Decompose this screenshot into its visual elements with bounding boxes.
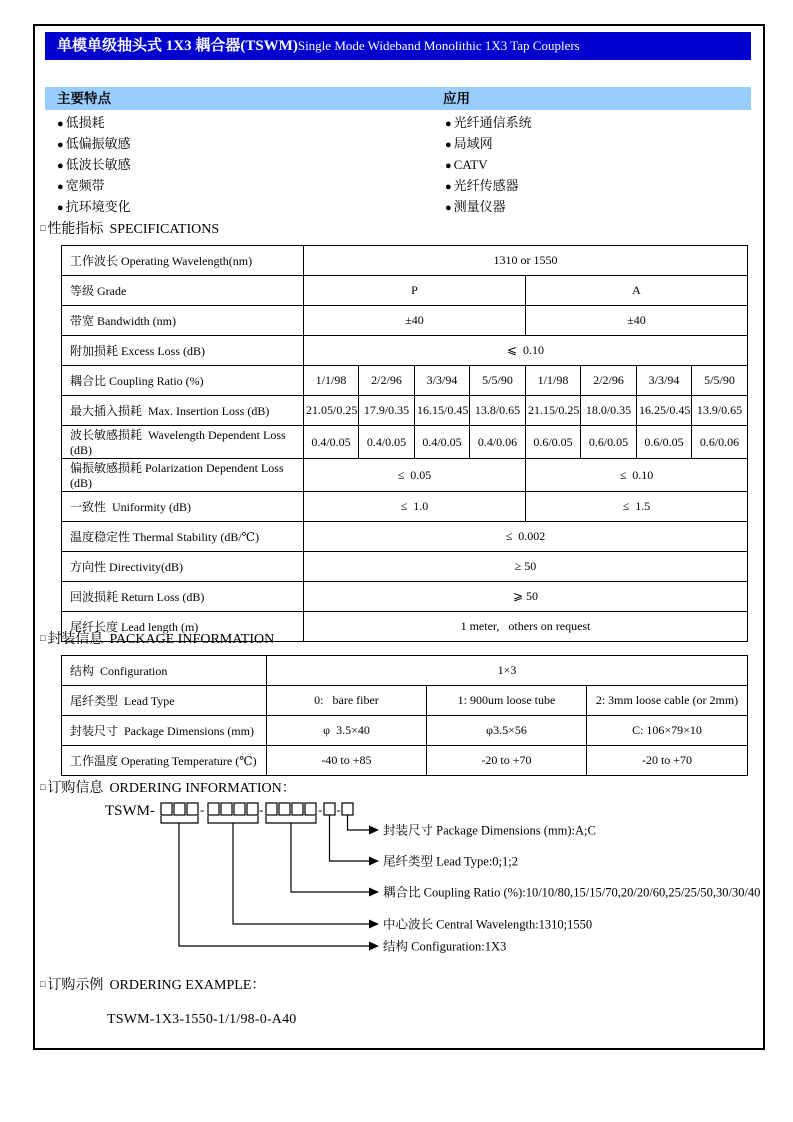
- code-box: [342, 803, 353, 815]
- bullet-icon: ●: [445, 202, 452, 214]
- example-heading: [40, 974, 265, 994]
- application-label: 光纤通信系统: [453, 115, 532, 130]
- list-item: [57, 196, 387, 217]
- spec-cell: 21.05/0.25: [304, 396, 359, 426]
- spec-cell: 1/1/98: [526, 366, 581, 396]
- table-row: [62, 396, 748, 426]
- spec-cell: 0.6/0.05: [637, 426, 692, 459]
- bullet-icon: ●: [57, 139, 64, 151]
- spec-row-label: 尾纤长度 Lead length (m): [62, 612, 304, 642]
- heading-en: SPECIFICATIONS: [109, 222, 220, 237]
- pkg-cell: 1×3: [267, 656, 748, 686]
- table-row: [62, 552, 748, 582]
- code-box: [266, 803, 277, 815]
- spec-row-label: 等级 Grade: [62, 276, 304, 306]
- spec-cell: ≤ 1.5: [526, 492, 748, 522]
- list-item: [57, 154, 387, 175]
- group-bracket: [161, 816, 198, 823]
- code-box: [324, 803, 335, 815]
- heading-zh: 封装信息: [47, 632, 104, 647]
- list-item: [445, 175, 745, 196]
- list-item: [445, 196, 745, 217]
- bullet-icon: ●: [445, 160, 452, 172]
- ordering-label-lead-type: 尾纤类型 Lead Type:0;1;2: [383, 854, 518, 869]
- connector-line: [330, 815, 370, 861]
- arrow-icon: [369, 920, 379, 929]
- spec-row-label: 偏振敏感损耗 Polarization Dependent Loss (dB): [62, 459, 304, 492]
- code-box: [174, 803, 185, 815]
- spec-cell: ⩾ 50: [304, 582, 748, 612]
- ordering-label-package-dimensions: 封装尺寸 Package Dimensions (mm):A;C: [383, 823, 596, 838]
- spec-row-label: 温度稳定性 Thermal Stability (dB/℃): [62, 522, 304, 552]
- spec-row-label: 回波损耗 Return Loss (dB): [62, 582, 304, 612]
- spec-cell: 16.15/0.45: [415, 396, 470, 426]
- spec-cell: 2/2/96: [359, 366, 415, 396]
- spec-cell: ≤ 0.05: [304, 459, 526, 492]
- spec-cell: ≥ 50: [304, 552, 748, 582]
- pkg-cell: -20 to +70: [427, 746, 587, 776]
- code-box: [161, 803, 172, 815]
- spec-cell: 16.25/0.45: [637, 396, 692, 426]
- table-row: [62, 306, 748, 336]
- spec-cell: A: [526, 276, 748, 306]
- code-separator: -: [336, 802, 341, 817]
- square-bullet-icon: □: [40, 633, 46, 643]
- pkg-cell: C: 106×79×10: [587, 716, 748, 746]
- bullet-icon: ●: [445, 118, 452, 130]
- heading-en: PACKAGE INFORMATION: [109, 632, 275, 647]
- group-bracket: [266, 816, 316, 823]
- heading-zh: 订购示例: [47, 978, 104, 993]
- bullet-icon: ●: [445, 139, 452, 151]
- ordering-label-configuration: 结构 Configuration:1X3: [383, 939, 507, 954]
- pkg-cell: -40 to +85: [267, 746, 427, 776]
- feature-label: 抗环境变化: [65, 199, 131, 214]
- table-row: [62, 582, 748, 612]
- feature-label: 低波长敏感: [65, 157, 131, 172]
- spec-row-label: 附加损耗 Excess Loss (dB): [62, 336, 304, 366]
- pkg-cell: 0: bare fiber: [267, 686, 427, 716]
- spec-cell: 13.9/0.65: [692, 396, 748, 426]
- applications-heading: 应用: [443, 91, 470, 106]
- features-applications-bar: [45, 87, 751, 110]
- heading-zh: 性能指标: [47, 222, 104, 237]
- document-title-zh: 单模单级抽头式 1X3 耦合器(TSWM): [57, 38, 298, 54]
- spec-cell: 2/2/96: [581, 366, 637, 396]
- square-bullet-icon: □: [40, 782, 46, 792]
- code-box: [234, 803, 245, 815]
- document-title-en: Single Mode Wideband Monolithic 1X3 Tap Couplers: [297, 38, 580, 53]
- ordering-label-central-wavelength: 中心波长 Central Wavelength:1310;1550: [383, 917, 593, 932]
- heading-zh: 订购信息: [47, 781, 104, 796]
- code-box: [187, 803, 198, 815]
- table-row: [62, 366, 748, 396]
- list-item: [57, 175, 387, 196]
- bullet-icon: ●: [445, 181, 452, 193]
- code-box: [292, 803, 303, 815]
- connector-line: [179, 823, 369, 946]
- ordering-code-diagram: [103, 797, 763, 959]
- application-label: CATV: [453, 157, 488, 172]
- pkg-cell: φ3.5×56: [427, 716, 587, 746]
- application-label: 局域网: [453, 136, 493, 151]
- list-item: [445, 154, 745, 175]
- table-row: [62, 276, 748, 306]
- table-row: [62, 686, 748, 716]
- arrow-icon: [369, 942, 379, 951]
- features-heading: 主要特点: [57, 91, 111, 106]
- code-separator: -: [259, 802, 264, 817]
- list-item: [445, 133, 745, 154]
- spec-row-label: 一致性 Uniformity (dB): [62, 492, 304, 522]
- pkg-cell: -20 to +70: [587, 746, 748, 776]
- code-separator: -: [318, 802, 323, 817]
- spec-cell: ±40: [526, 306, 748, 336]
- specifications-table: [61, 245, 748, 642]
- pkg-cell: 2: 3mm loose cable (or 2mm): [587, 686, 748, 716]
- spec-row-label: 波长敏感损耗 Wavelength Dependent Loss (dB): [62, 426, 304, 459]
- spec-cell: 0.4/0.06: [470, 426, 526, 459]
- table-row: [62, 459, 748, 492]
- features-list: [57, 112, 387, 217]
- spec-cell: 5/5/90: [692, 366, 748, 396]
- spec-cell: ⩽ 0.10: [304, 336, 748, 366]
- pkg-row-label: 尾纤类型 Lead Type: [62, 686, 267, 716]
- list-item: [57, 133, 387, 154]
- table-row: [62, 522, 748, 552]
- group-bracket: [208, 816, 258, 823]
- spec-cell: 0.6/0.05: [581, 426, 637, 459]
- ordering-heading: [40, 777, 296, 797]
- spec-cell: ±40: [304, 306, 526, 336]
- spec-cell: 13.8/0.65: [470, 396, 526, 426]
- arrow-icon: [369, 857, 379, 866]
- spec-row-label: 耦合比 Coupling Ratio (%): [62, 366, 304, 396]
- feature-label: 低损耗: [65, 115, 105, 130]
- connector-line: [348, 815, 370, 830]
- heading-en: ORDERING INFORMATION：: [109, 781, 296, 796]
- list-item: [445, 112, 745, 133]
- spec-cell: 3/3/94: [415, 366, 470, 396]
- spec-cell: 3/3/94: [637, 366, 692, 396]
- bullet-icon: ●: [57, 202, 64, 214]
- code-box: [305, 803, 316, 815]
- arrow-icon: [369, 826, 379, 835]
- code-box: [247, 803, 258, 815]
- list-item: [57, 112, 387, 133]
- application-label: 光纤传感器: [453, 178, 519, 193]
- pkg-row-label: 结构 Configuration: [62, 656, 267, 686]
- spec-cell: 0.6/0.06: [692, 426, 748, 459]
- spec-cell: 0.4/0.05: [304, 426, 359, 459]
- document-border: [33, 24, 765, 1050]
- square-bullet-icon: □: [40, 979, 46, 989]
- square-bullet-icon: □: [40, 223, 46, 233]
- table-row: [62, 426, 748, 459]
- feature-label: 低偏振敏感: [65, 136, 131, 151]
- spec-cell: 21.15/0.25: [526, 396, 581, 426]
- table-row: [62, 656, 748, 686]
- spec-row-label: 工作波长 Operating Wavelength(nm): [62, 246, 304, 276]
- feature-label: 宽频带: [65, 178, 105, 193]
- pkg-row-label: 封装尺寸 Package Dimensions (mm): [62, 716, 267, 746]
- spec-row-label: 最大插入损耗 Max. Insertion Loss (dB): [62, 396, 304, 426]
- spec-cell: ≤ 0.10: [526, 459, 748, 492]
- bullet-icon: ●: [57, 118, 64, 130]
- spec-cell: 1310 or 1550: [304, 246, 748, 276]
- ordering-label-coupling-ratio: 耦合比 Coupling Ratio (%):10/10/80,15/15/70,20/20/60,25/25/50,30/30/40: [383, 885, 761, 900]
- application-label: 测量仪器: [453, 199, 506, 214]
- spec-row-label: 方向性 Directivity(dB): [62, 552, 304, 582]
- table-row: [62, 336, 748, 366]
- spec-cell: 0.4/0.05: [359, 426, 415, 459]
- title-banner: [45, 32, 751, 60]
- code-prefix: TSWM-: [105, 803, 155, 819]
- code-box: [221, 803, 232, 815]
- spec-cell: 18.0/0.35: [581, 396, 637, 426]
- table-row: [62, 246, 748, 276]
- pkg-cell: φ 3.5×40: [267, 716, 427, 746]
- spec-cell: 5/5/90: [470, 366, 526, 396]
- code-separator: -: [200, 802, 205, 817]
- spec-cell: 17.9/0.35: [359, 396, 415, 426]
- spec-cell: 1/1/98: [304, 366, 359, 396]
- package-heading: [40, 628, 274, 648]
- table-row: [62, 716, 748, 746]
- spec-cell: 0.4/0.05: [415, 426, 470, 459]
- package-table: [61, 655, 748, 776]
- ordering-example-code: TSWM-1X3-1550-1/1/98-0-A40: [107, 1012, 297, 1027]
- connector-line: [233, 823, 369, 924]
- bullet-icon: ●: [57, 160, 64, 172]
- heading-en: ORDERING EXAMPLE：: [109, 978, 266, 993]
- spec-cell: ≤ 1.0: [304, 492, 526, 522]
- table-row: [62, 492, 748, 522]
- pkg-cell: 1: 900um loose tube: [427, 686, 587, 716]
- spec-row-label: 带宽 Bandwidth (nm): [62, 306, 304, 336]
- spec-cell: P: [304, 276, 526, 306]
- applications-list: [445, 112, 745, 217]
- specifications-heading: [40, 218, 219, 238]
- arrow-icon: [369, 888, 379, 897]
- spec-cell: ≤ 0.002: [304, 522, 748, 552]
- spec-cell: 0.6/0.05: [526, 426, 581, 459]
- code-box: [208, 803, 219, 815]
- spec-cell: 1 meter, others on request: [304, 612, 748, 642]
- code-box: [279, 803, 290, 815]
- table-row: [62, 746, 748, 776]
- bullet-icon: ●: [57, 181, 64, 193]
- pkg-row-label: 工作温度 Operating Temperature (℃): [62, 746, 267, 776]
